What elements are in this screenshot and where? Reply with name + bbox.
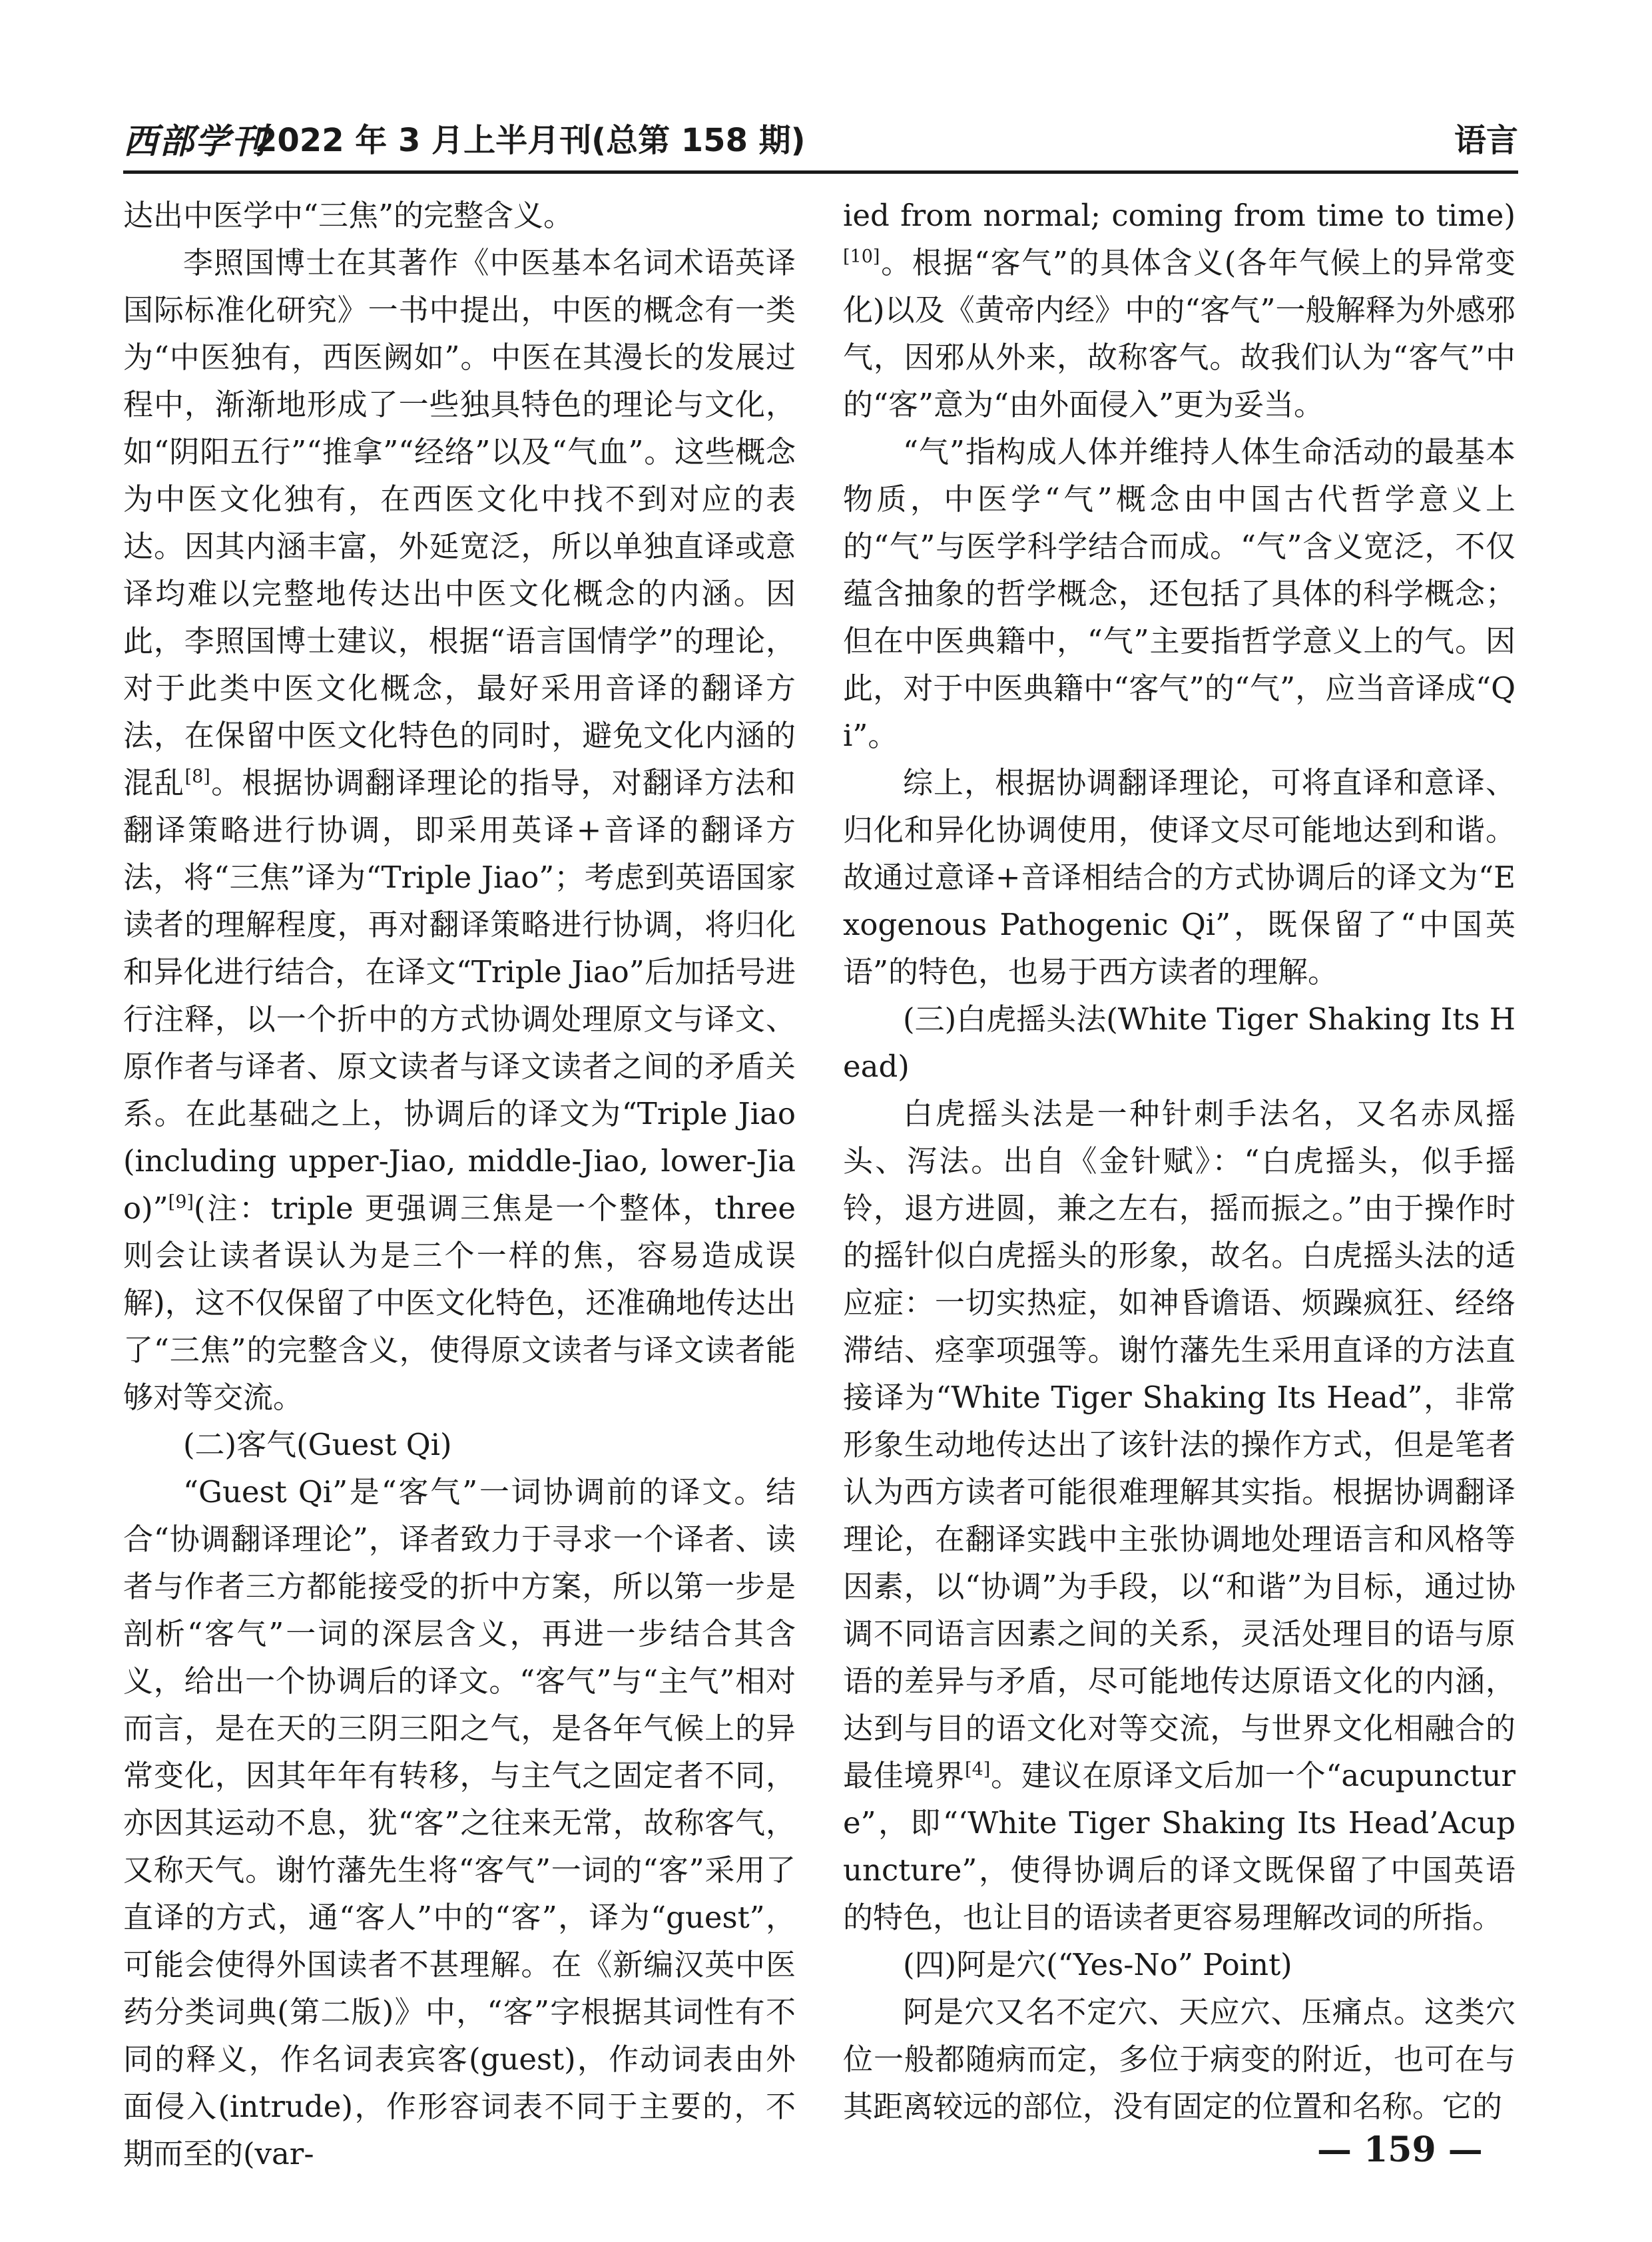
- paragraph: 综上，根据协调翻译理论，可将直译和意译、归化和异化协调使用，使译文尽可能地达到和谐。故通过意译+音译相结合的方式协调后的译文为“Exogenous Pathogenic Qi”，既保留了“中国英语”的特色，也易于西方读者的理解。: [843, 765, 1515, 989]
- running-header: [123, 113, 1518, 165]
- paragraph: 李照国博士在其著作《中医基本名词术语英译国际标准化研究》一书中提出，中医的概念有一类为“中医独有，西医阙如”。中医在其漫长的发展过程中，渐渐地形成了一些独具特色的理论与文化，如“阴阳五行”“推拿”“经络”以及“气血”。这些概念为中医文化独有，在西医文化中找不到对应的表达。因其内涵丰富，外延宽泛，所以单独直译或意译均难以完整地传达出中医文化概念的内涵。因此，李照国博士建议，根据“语言国情学”的理论，对于此类中医文化概念，最好采用音译的翻译方法，在保留中医文化特色的同时，避免文化内涵的混乱[8]。根据协调翻译理论的指导，对翻译方法和翻译策略进行协调，即采用英译+音译的翻译方法，将“三焦”译为“Triple Jiao”；考虑到英语国家读者的理解程度，再对翻译策略进行协调，将归化和异化进行结合，在译文“Triple Jiao”后加括号进行注释，以一个折中的方式协调处理原文与译文、原作者与译者、原文读者与译文读者之间的矛盾关系。在此基础之上，协调后的译文为“Triple Jiao(including upper-Jiao, middle-Jiao, lower-Jiao)”[9](注：triple 更强调三焦是一个整体，three 则会让读者误认为是三个一样的焦，容易造成误解)，这不仅保留了中医文化特色，还准确地传达出了“三焦”的完整含义，使得原文读者与译文读者能够对等交流。: [123, 245, 796, 1415]
- citation: [9]: [168, 1192, 194, 1213]
- paragraph: “Guest Qi”是“客气”一词协调前的译文。结合“协调翻译理论”，译者致力于寻求一个译者、读者与作者三方都能接受的折中方案，所以第一步是剖析“客气”一词的深层含义，再进一步结合其含义，给出一个协调后的译文。“客气”与“主气”相对而言，是在天的三阴三阳之气，是各年气候上的异常变化，因其年年有转移，与主气之固定者不同，亦因其运动不息，犹“客”之往来无常，故称客气，又称天气。谢竹藩先生将“客气”一词的“客”采用了直译的方式，通“客人”中的“客”，译为“guest”，可能会使得外国读者不甚理解。在《新编汉英中医药分类词典(第二版)》中，“客”字根据其词性有不同的释义，作名词表宾客(guest)，作动词表由外面侵入(intrude)，作形容词表不同于主要的，不期而至的(var-: [123, 1474, 796, 2171]
- page-number: — 159 —: [1317, 2129, 1483, 2170]
- header-rule: [123, 170, 1518, 174]
- section-label: 语言: [1454, 122, 1518, 159]
- section-heading: (二)客气(Guest Qi): [183, 1427, 452, 1462]
- paragraph: ied from normal; coming from time to time)[10]。根据“客气”的具体含义(各年气候上的异常变化)以及《黄帝内经》中的“客气”一般解释为外感邪气，因邪从外来，故称客气。故我们认为“客气”中的“客”意为“由外面侵入”更为妥当。: [843, 198, 1515, 422]
- section-heading: (四)阿是穴(“Yes-No” Point): [903, 1947, 1292, 1982]
- paragraph: 白虎摇头法是一种针刺手法名，又名赤凤摇头、泻法。出自《金针赋》：“白虎摇头，似手摇铃，退方进圆，兼之左右，摇而振之。”由于操作时的摇针似白虎摇头的形象，故名。白虎摇头法的适应症：一切实热症，如神昏谵语、烦躁疯狂、经络滞结、痉挛项强等。谢竹藩先生采用直译的方法直接译为“White Tiger Shaking Its Head”，非常形象生动地传达出了该针法的操作方式，但是笔者认为西方读者可能很难理解其实指。根据协调翻译理论，在翻译实践中主张协调地处理语言和风格等因素，以“协调”为手段，以“和谐”为目标，通过协调不同语言因素之间的关系，灵活处理目的语与原语的差异与矛盾，尽可能地传达原语文化的内涵，达到与目的语文化对等交流，与世界文化相融合的最佳境界[4]。建议在原译文后加一个“acupuncture”，即“‘White Tiger Shaking Its Head’Acupuncture”，使得协调后的译文既保留了中国英语的特色，也让目的语读者更容易理解改词的所指。: [843, 1096, 1515, 1935]
- journal-issue: 2022 年 3 月上半月刊(总第 158 期): [255, 122, 806, 159]
- citation: [4]: [965, 1759, 991, 1780]
- right-column: [843, 192, 1515, 2130]
- paragraph: “气”指构成人体并维持人体生命活动的最基本物质，中医学“气”概念由中国古代哲学意义上的“气”与医学科学结合而成。“气”含义宽泛，不仅蕴含抽象的哲学概念，还包括了具体的科学概念；但在中医典籍中，“气”主要指哲学意义上的气。因此，对于中医典籍中“客气”的“气”，应当音译成“Qi”。: [843, 434, 1515, 753]
- citation: [10]: [843, 246, 880, 267]
- paragraph: 达出中医学中“三焦”的完整含义。: [123, 198, 574, 233]
- left-column: [123, 192, 796, 2177]
- paragraph: 阿是穴又名不定穴、天应穴、压痛点。这类穴位一般都随病而定，多位于病变的附近，也可在与其距离较远的部位，没有固定的位置和名称。它的: [843, 1994, 1515, 2124]
- citation: [8]: [184, 766, 210, 787]
- section-heading: (三)白虎摇头法(White Tiger Shaking Its Head): [843, 1001, 1515, 1084]
- journal-logo: 西部学刊: [123, 121, 268, 162]
